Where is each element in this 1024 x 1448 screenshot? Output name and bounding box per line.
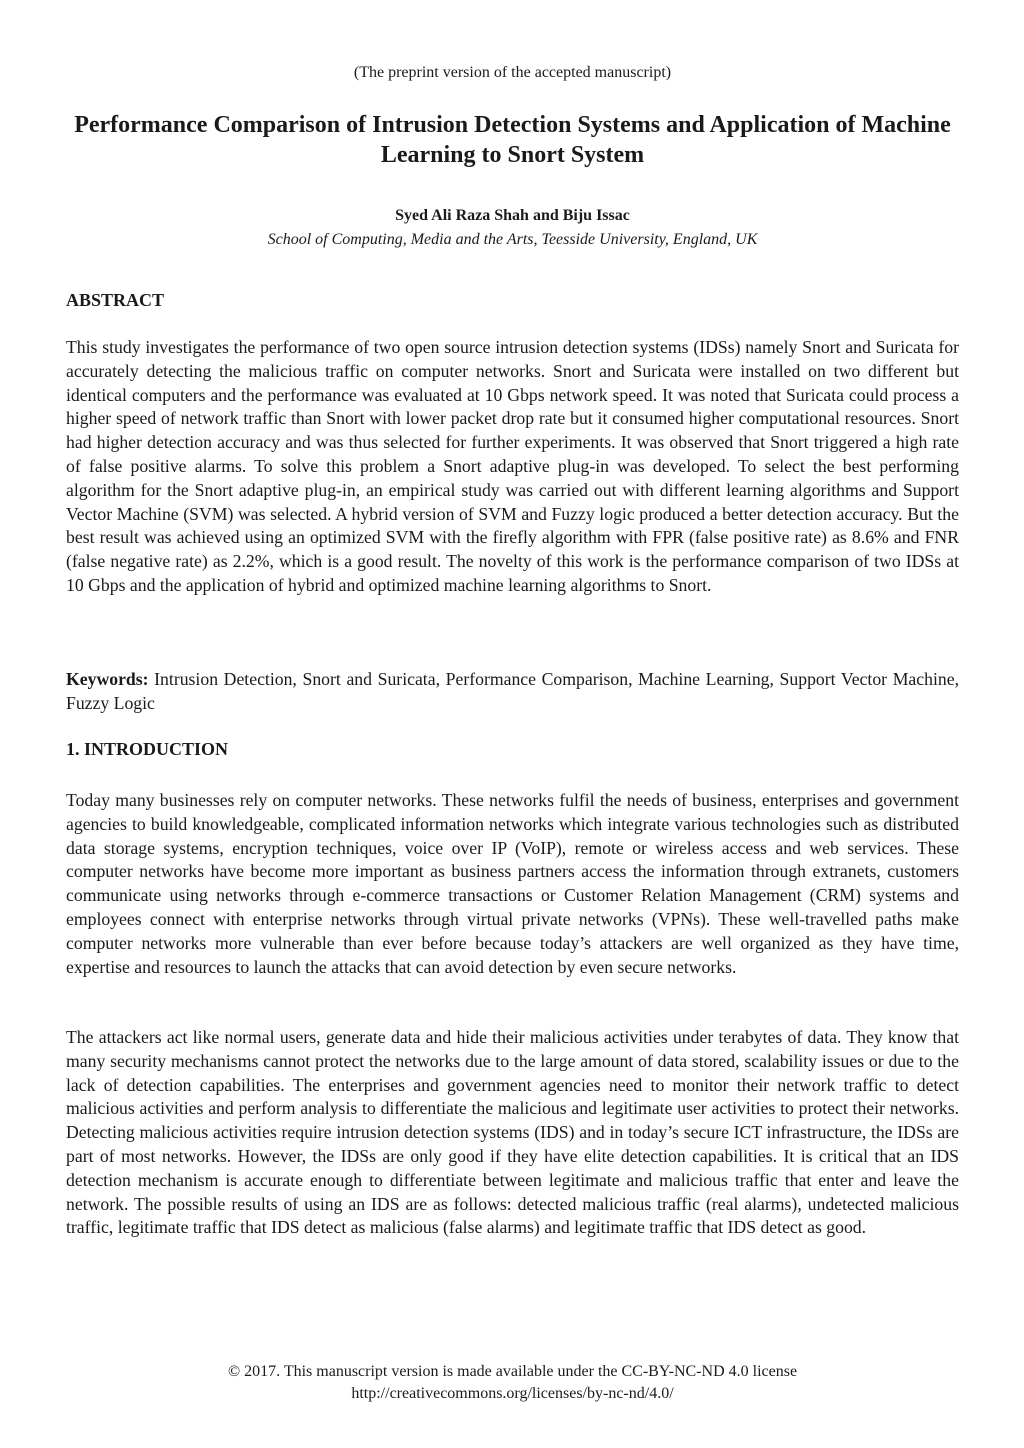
abstract-heading: ABSTRACT (66, 290, 165, 310)
license-text: © 2017. This manuscript version is made available under the CC-BY-NC-ND 4.0 license (227, 1363, 798, 1380)
introduction-heading: 1. INTRODUCTION (66, 739, 229, 759)
paper-title: Performance Comparison of Intrusion Detection Systems and Application of Machine Learning to Snort System (74, 112, 951, 168)
license-url[interactable]: http://creativecommons.org/licenses/by-nc-nd/4.0/ (351, 1385, 674, 1402)
author-names: Syed Ali Raza Shah and Biju Issac (395, 207, 630, 224)
license-footer (66, 1361, 959, 1405)
preprint-note: (The preprint version of the accepted manuscript) (353, 64, 672, 81)
keywords-label: Keywords: (66, 669, 149, 689)
intro-paragraph: Today many businesses rely on computer networks. These networks fulfil the needs of business, enterprises and government agencies to build knowledgeable, complicated information networks which integrate various technologies such as distributed data storage systems, encryption techniques, voice over IP (VoIP), remote or wireless access and web services. These computer networks have become more important as business partners access the information through extranets, customers communicate using networks through e-commerce transactions or Customer Relation Management (CRM) systems and employees connect with enterprise networks through virtual private networks (VPNs). These well-travelled paths make computer networks more vulnerable than ever before because today’s attackers are well organized as they have time, expertise and resources to launch the attacks that can avoid detection by even secure networks. (66, 790, 959, 977)
abstract-text: This study investigates the performance of two open source intrusion detection systems (IDSs) namely Snort and Suricata for accurately detecting the malicious traffic on computer networks. Snort and Suricata were installed on two different but identical computers and the performance was evaluated at 10 Gbps network speed. It was noted that Suricata could process a higher speed of network traffic than Snort with lower packet drop rate but it consumed higher computational resources. Snort had higher detection accuracy and was thus selected for further experiments. It was observed that Snort triggered a high rate of false positive alarms. To solve this problem a Snort adaptive plug-in was developed. To select the best performing algorithm for the Snort adaptive plug-in, an empirical study was carried out with different learning algorithms and Support Vector Machine (SVM) was selected. A hybrid version of SVM and Fuzzy logic produced a better detection accuracy. But the best result was achieved using an optimized SVM with the firefly algorithm with FPR (false positive rate) as 8.6% and FNR (false negative rate) as 2.2%, which is a good result. The novelty of this work is the performance comparison of two IDSs at 10 Gbps and the application of hybrid and optimized machine learning algorithms to Snort. (66, 337, 959, 595)
keywords-text: Intrusion Detection, Snort and Suricata, Performance Comparison, Machine Learning, Support Vector Machine, Fuzzy Logic (66, 669, 959, 713)
keywords (66, 668, 959, 716)
author-affiliation: School of Computing, Media and the Arts, Teesside University, England, UK (267, 231, 758, 248)
intro-paragraph: The attackers act like normal users, generate data and hide their malicious activities under terabytes of data. They know that many security mechanisms cannot protect the networks due to the large amount of data stored, scalability issues or due to the lack of detection capabilities. The enterprises and government agencies need to monitor their network traffic to detect malicious activities and perform analysis to differentiate the malicious and legitimate user activities to protect their networks. Detecting malicious activities require intrusion detection systems (IDS) and in today’s secure ICT infrastructure, the IDSs are part of most networks. However, the IDSs are only good if they have elite detection capabilities. It is critical that an IDS detection mechanism is accurate enough to differentiate between legitimate and malicious traffic that enter and leave the network. The possible results of using an IDS are as follows: detected malicious traffic (real alarms), undetected malicious traffic, legitimate traffic that IDS detect as malicious (false alarms) and legitimate traffic that IDS detect as good. (66, 1027, 959, 1238)
